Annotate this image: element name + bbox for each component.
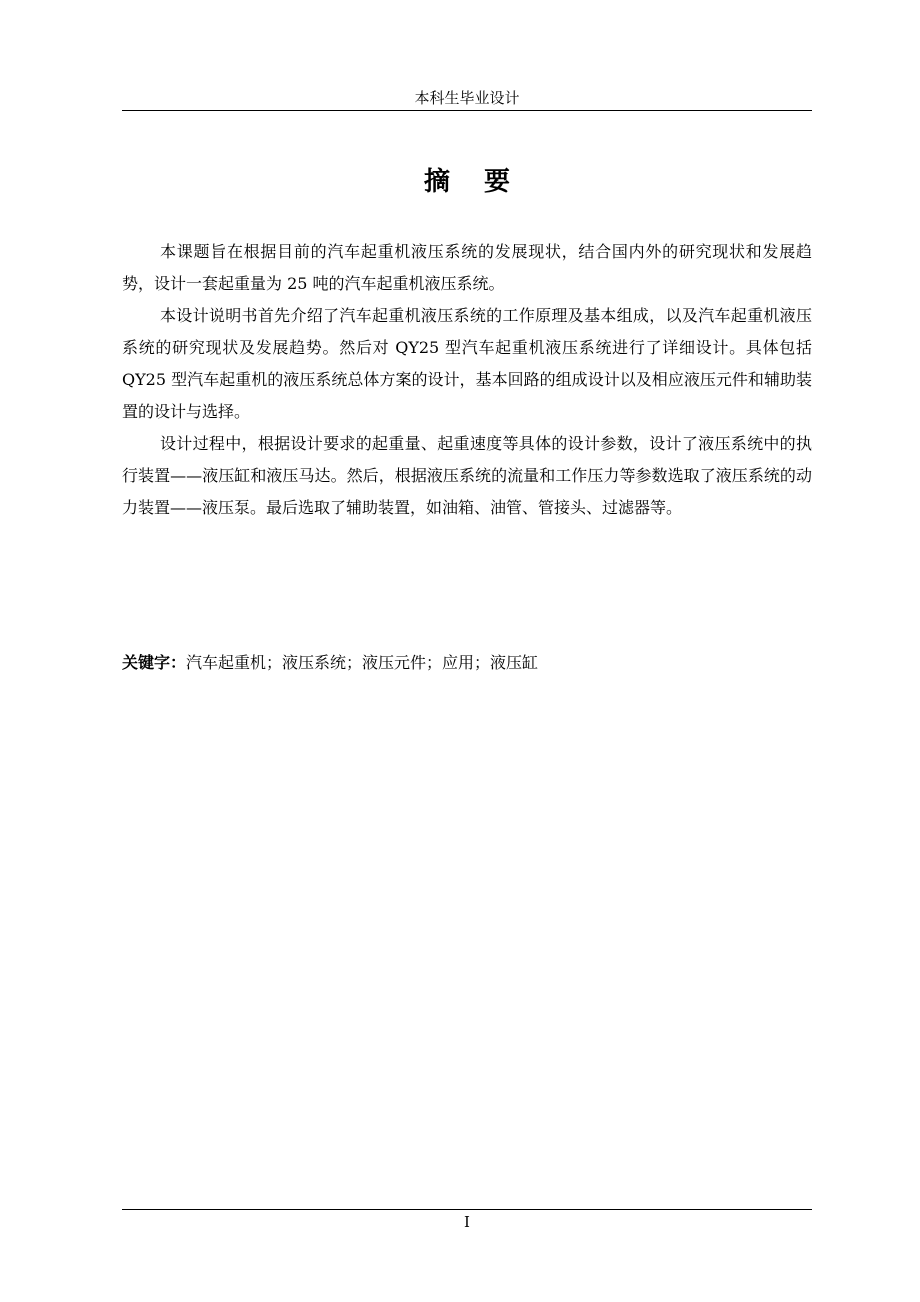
running-header: 本科生毕业设计 <box>414 89 520 107</box>
abstract-body <box>122 236 812 524</box>
page-number: I <box>464 1213 470 1231</box>
abstract-paragraph-2: 本设计说明书首先介绍了汽车起重机液压系统的工作原理及基本组成，以及汽车起重机液压系统的研究现状及发展趋势。然后对 QY25 型汽车起重机液压系统进行了详细设计。具体包括 QY25 型汽车起重机的液压系统总体方案的设计，基本回路的组成设计以及相应液压元件和辅助装置的设计与选择。 <box>122 306 812 421</box>
keywords-label: 关键字： <box>122 653 187 672</box>
keywords-line <box>122 648 812 678</box>
abstract-paragraph-3: 设计过程中，根据设计要求的起重量、起重速度等具体的设计参数，设计了液压系统中的执行装置——液压缸和液压马达。然后，根据液压系统的流量和工作压力等参数选取了液压系统的动力装置——液压泵。最后选取了辅助装置，如油箱、油管、管接头、过滤器等。 <box>122 434 812 517</box>
abstract-paragraph-1: 本课题旨在根据目前的汽车起重机液压系统的发展现状，结合国内外的研究现状和发展趋势，设计一套起重量为 25 吨的汽车起重机液压系统。 <box>122 242 812 293</box>
abstract-title: 摘要 <box>423 167 544 197</box>
footer-divider <box>122 1209 812 1210</box>
keywords-text: 汽车起重机；液压系统；液压元件；应用；液压缸 <box>186 653 539 672</box>
header-divider <box>122 110 812 111</box>
